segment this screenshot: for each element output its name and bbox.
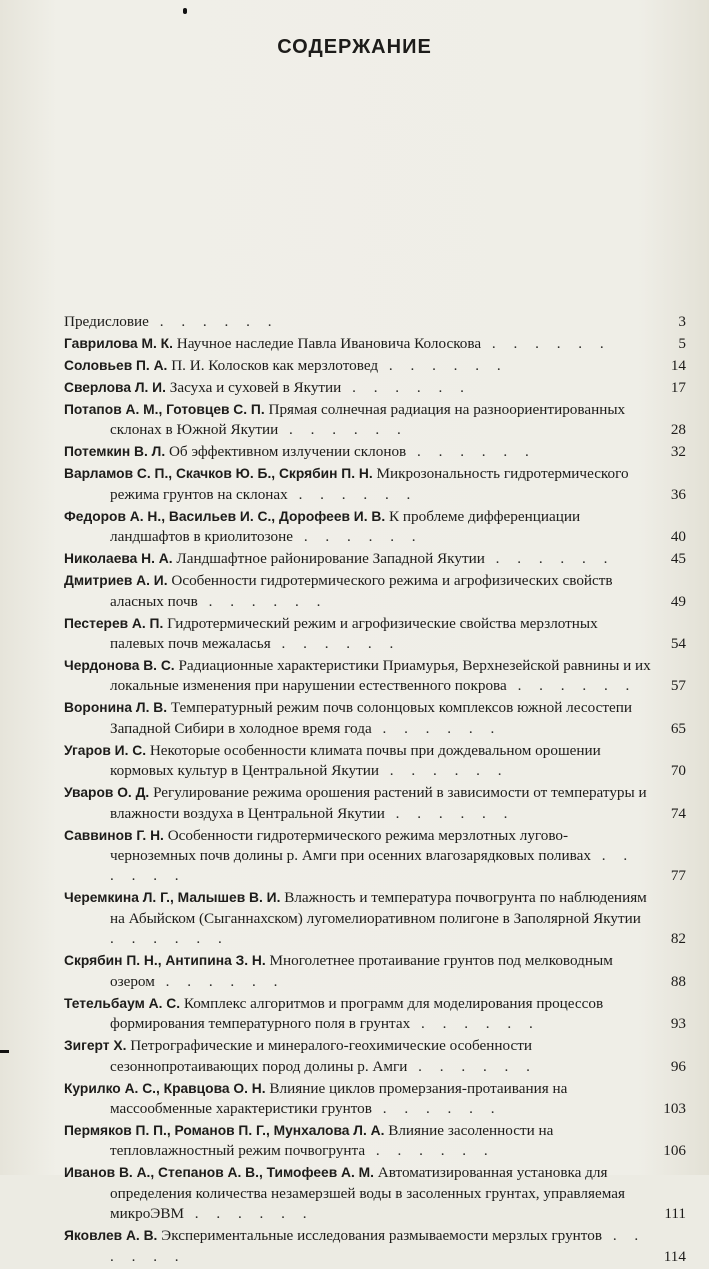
leader-dots: . . . . . . [154,972,285,990]
toc-entry [64,571,686,612]
toc-page-number: 77 [670,867,686,885]
toc-entry-text [64,442,652,462]
toc-article-title: Засуха и суховей в Якутии [169,379,342,396]
toc-author: Саввинов Г. Н. [64,827,164,843]
toc-author: Иванов В. А., Степанов А. В., Тимофеев А. М. [64,1165,374,1181]
margin-mark [0,1050,9,1053]
leader-dots: . . . . . . [407,1057,537,1075]
toc-page-number: 74 [670,804,686,822]
toc-entry [64,400,686,441]
toc-entry-text [64,549,652,569]
toc-author: Скрябин П. Н., Антипина З. Н. [64,953,266,969]
toc-article-title: Температурный режим почв солонцовых комплексов южной лесостепи Западной Сибири в холодное время года [110,699,632,737]
leader-dots: . . . . . . [197,592,328,610]
toc-page-number: 49 [670,592,686,610]
toc-page-number: 82 [670,930,686,948]
toc-entry [64,656,686,697]
toc-page-number: 54 [670,635,686,653]
toc-entry-text [64,312,652,332]
toc-article-title: П. И. Колосков как мерзлотовед [171,357,379,374]
toc-entry-text [64,571,652,612]
leader-dots: . . . . . . [484,550,615,568]
table-of-contents [64,312,686,1269]
toc-page-number: 111 [664,1205,686,1223]
toc-entry-text [64,826,652,887]
toc-page-number: 114 [663,1247,686,1265]
toc-entry [64,994,686,1035]
toc-article-title: Некоторые особенности климата почвы при дождевальном орошении кормовых культур в Центральной Якутии [110,741,601,780]
toc-entry-text [64,741,652,782]
leader-dots: . . . . . . [270,635,401,653]
toc-page-number: 14 [670,357,686,374]
leader-dots: . . . . . . [110,1227,646,1265]
toc-article-title: Особенности гидротермического режима мерзлотных лугово-черноземных почв долины р. Амги при осенних влагозарядковых поливах [110,826,591,865]
toc-article-title: Комплекс алгоритмов и программ для моделирования процессов формирования температурного поля в грунтах [110,994,604,1033]
margin-mark [183,8,187,14]
toc-article-title: Научное наследие Павла Ивановича Колоскова [176,335,482,352]
toc-entry [64,698,686,739]
toc-entry [64,826,686,887]
toc-article-title: Микрозональность гидротермического режима грунтов на склонах [110,465,629,503]
leader-dots: . . . . . . [378,357,508,374]
toc-entry [64,614,686,655]
toc-entry [64,1079,686,1120]
toc-page-number: 57 [670,677,686,695]
toc-entry-text [64,656,652,697]
toc-page-number: 65 [670,719,686,737]
toc-entry-text [64,783,652,824]
toc-article-title: Экспериментальные исследования размываемости мерзлых грунтов [161,1227,603,1245]
leader-dots: . . . . . . [410,1015,540,1033]
leader-dots: . . . . . . [183,1205,314,1223]
leader-dots: . . . . . . [287,485,418,503]
toc-article-title: Предисловие [64,313,149,330]
toc-author: Сверлова Л. И. [64,380,166,395]
leader-dots: . . . . . . [371,1099,502,1117]
leader-dots: . . . . . . [371,719,502,737]
toc-entry [64,356,686,376]
leader-dots: . . . . . . [506,677,637,695]
toc-entry-text [64,888,652,949]
leader-dots: . . . . . . [379,762,509,780]
toc-entry-text [64,994,652,1035]
toc-entry-text [64,378,652,398]
toc-author: Николаева Н. А. [64,551,173,567]
leader-dots: . . . . . . [110,847,635,885]
toc-page-number: 106 [663,1142,686,1160]
toc-page-number: 3 [678,313,686,330]
toc-article-title: Регулирование режима орошения растений в зависимости от температуры и влажности воздуха в Центральной Якутии [110,784,647,822]
toc-entry-text [64,507,652,548]
leader-dots: . . . . . . [293,528,423,546]
leader-dots: . . . . . . [341,379,471,396]
toc-article-title: Многолетнее протаивание грунтов под мелководным озером [110,952,613,990]
toc-entry [64,464,686,505]
toc-page-number: 93 [670,1015,686,1033]
leader-dots: . . . . . . [110,930,229,948]
toc-entry [64,312,686,332]
toc-author: Уваров О. Д. [64,785,150,801]
toc-article-title: Автоматизированная установка для определения количества незамерзшей воды в засоленных грунтах, управляемая микроЭВМ [110,1164,625,1223]
leader-dots: . . . . . . [148,313,279,330]
toc-page-number: 40 [670,528,686,546]
toc-author: Яковлев А. В. [64,1228,158,1244]
toc-page-number: 36 [670,485,686,503]
toc-article-title: Влажность и температура почвогрунта по наблюдениям на Абыйском (Сыганнахском) лугомелиоративном полигоне в Заполярной Якутии [110,889,647,927]
toc-entry-text [64,698,652,739]
toc-author: Угаров И. С. [64,742,147,758]
toc-page-number: 88 [670,972,686,990]
toc-page-number: 17 [670,379,686,396]
toc-entry-text [64,614,652,655]
toc-author: Воронина Л. В. [64,700,168,716]
toc-article-title: Петрографические и минералого-геохимические особенности сезоннопротаивающих пород долины р. Амги [110,1037,532,1075]
toc-entry-text [64,464,652,505]
leader-dots: . . . . . . [365,1142,495,1160]
toc-author: Федоров А. Н., Васильев И. С., Дорофеев И. В. [64,508,386,524]
toc-entry [64,334,686,354]
toc-page-number: 70 [670,762,686,780]
toc-article-title: Радиационные характеристики Приамурья, Верхнезейской равнины и их локальные изменения при нарушении естественного покрова [110,657,651,695]
toc-article-title: Прямая солнечная радиация на разноориентированных склонах в Южной Якутии [110,401,626,439]
toc-entry [64,507,686,548]
toc-author: Зигерт Х. [64,1038,127,1054]
toc-entry [64,1163,686,1224]
toc-entry [64,549,686,569]
toc-article-title: Ландшафтное районирование Западной Якутии [176,550,485,568]
toc-entry [64,442,686,462]
toc-author: Гаврилова М. К. [64,336,173,351]
toc-entry [64,783,686,824]
toc-page-number: 45 [670,550,686,568]
toc-author: Потемкин В. Л. [64,444,166,460]
toc-author: Пермяков П. П., Романов П. Г., Мунхалова Л. А. [64,1122,385,1138]
toc-article-title: Гидротермический режим и агрофизические свойства мерзлотных палевых почв межаласья [110,614,598,653]
toc-author: Дмитриев А. И. [64,573,168,589]
toc-author: Потапов А. М., Готовцев С. П. [64,402,265,417]
toc-page-number: 103 [663,1099,686,1117]
leader-dots: . . . . . . [384,804,515,822]
toc-page-number: 5 [678,335,686,352]
toc-entry-text [64,1036,652,1077]
toc-article-title: Особенности гидротермического режима и агрофизических свойств аласных почв [110,572,613,610]
toc-author: Пестерев А. П. [64,615,164,631]
toc-entry-text [64,1163,652,1224]
toc-article-title: К проблеме дифференциации ландшафтов в криолитозоне [110,507,581,546]
toc-entry [64,741,686,782]
toc-page-number: 32 [670,443,686,461]
toc-page-number: 28 [670,421,686,439]
toc-author: Чердонова В. С. [64,658,175,674]
toc-article-title: Влияние засоленности на тепловлажностный режим почвогрунта [110,1121,554,1160]
toc-entry-text [64,951,652,992]
toc-author: Курилко А. С., Кравцова О. Н. [64,1080,266,1096]
leader-dots: . . . . . . [481,335,611,352]
leader-dots: . . . . . . [278,421,408,439]
toc-entry [64,1121,686,1162]
toc-entry [64,1036,686,1077]
toc-entry [64,1226,686,1267]
toc-entry-text [64,334,652,354]
toc-author: Черемкина Л. Г., Малышев В. И. [64,890,281,906]
toc-article-title: Влияние циклов промерзания-протаивания на массообменные характеристики грунтов [110,1079,568,1117]
toc-author: Соловьев П. А. [64,358,168,373]
toc-page-number: 96 [670,1057,686,1075]
toc-entry-text [64,356,652,376]
toc-entry-text [64,1079,652,1120]
toc-entry [64,951,686,992]
leader-dots: . . . . . . [406,443,536,461]
toc-entry [64,888,686,949]
toc-entry [64,378,686,398]
page-title: СОДЕРЖАНИЕ [277,36,432,58]
toc-entry-text [64,1121,652,1162]
toc-entry-text [64,400,652,441]
toc-author: Тетельбаум А. С. [64,995,181,1011]
toc-article-title: Об эффективном излучении склонов [168,443,407,461]
toc-entry-text [64,1226,652,1267]
toc-author: Варламов С. П., Скачков Ю. Б., Скрябин П. Н. [64,466,373,482]
